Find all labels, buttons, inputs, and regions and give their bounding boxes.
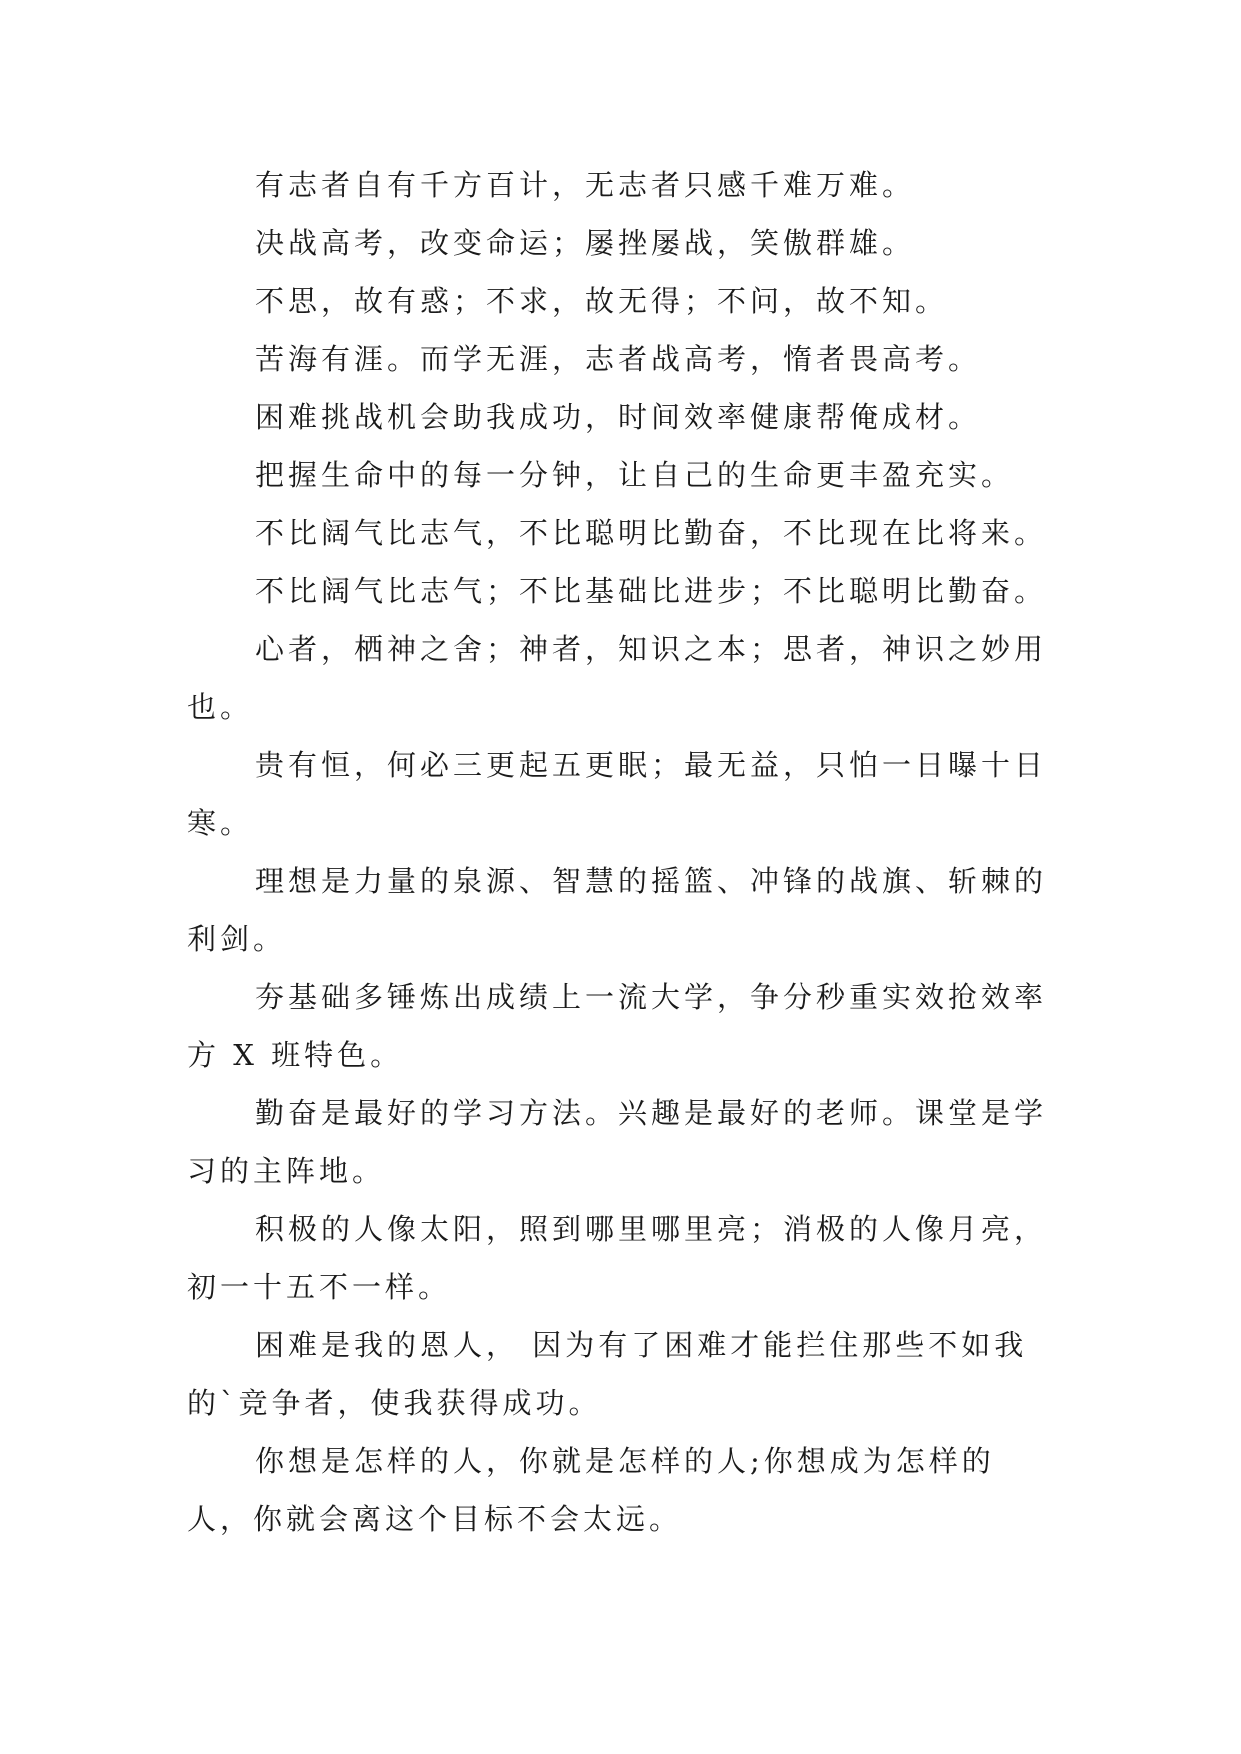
paragraph: 理想是力量的泉源、智慧的摇篮、冲锋的战旗、斩棘的利剑。 (187, 864, 1048, 956)
paragraph: 不思，故有惑；不求，故无得；不问，故不知。 (255, 284, 949, 318)
paragraph: 你想是怎样的人，你就是怎样的人;你想成为怎样的人，你就会离这个目标不会太远。 (187, 1444, 995, 1536)
paragraph: 把握生命中的每一分钟，让自己的生命更丰盈充实。 (255, 458, 1015, 492)
paragraph: 不比阔气比志气；不比基础比进步；不比聪明比勤奋。 (255, 574, 1048, 608)
paragraph: 不比阔气比志气，不比聪明比勤奋，不比现在比将来。 (255, 516, 1048, 550)
document-body (187, 156, 1057, 1548)
paragraph: 贵有恒，何必三更起五更眠；最无益，只怕一日曝十日寒。 (187, 748, 1048, 840)
paragraph: 积极的人像太阳，照到哪里哪里亮；消极的人像月亮，初一十五不一样。 (187, 1212, 1048, 1304)
paragraph: 有志者自有千方百计，无志者只感千难万难。 (255, 168, 916, 202)
paragraph: 决战高考，改变命运；屡挫屡战，笑傲群雄。 (255, 226, 916, 260)
paragraph: 夯基础多锤炼出成绩上一流大学，争分秒重实效抢效率方 X 班特色。 (187, 980, 1048, 1072)
paragraph: 勤奋是最好的学习方法。兴趣是最好的老师。课堂是学习的主阵地。 (187, 1096, 1048, 1188)
paragraph: 心者，栖神之舍；神者，知识之本；思者，神识之妙用也。 (187, 632, 1048, 724)
paragraph: 困难是我的恩人， 因为有了困难才能拦住那些不如我的`竞争者，使我获得成功。 (187, 1328, 1028, 1420)
paragraph: 苦海有涯。而学无涯，志者战高考，惰者畏高考。 (255, 342, 982, 376)
paragraph: 困难挑战机会助我成功，时间效率健康帮俺成材。 (255, 400, 982, 434)
